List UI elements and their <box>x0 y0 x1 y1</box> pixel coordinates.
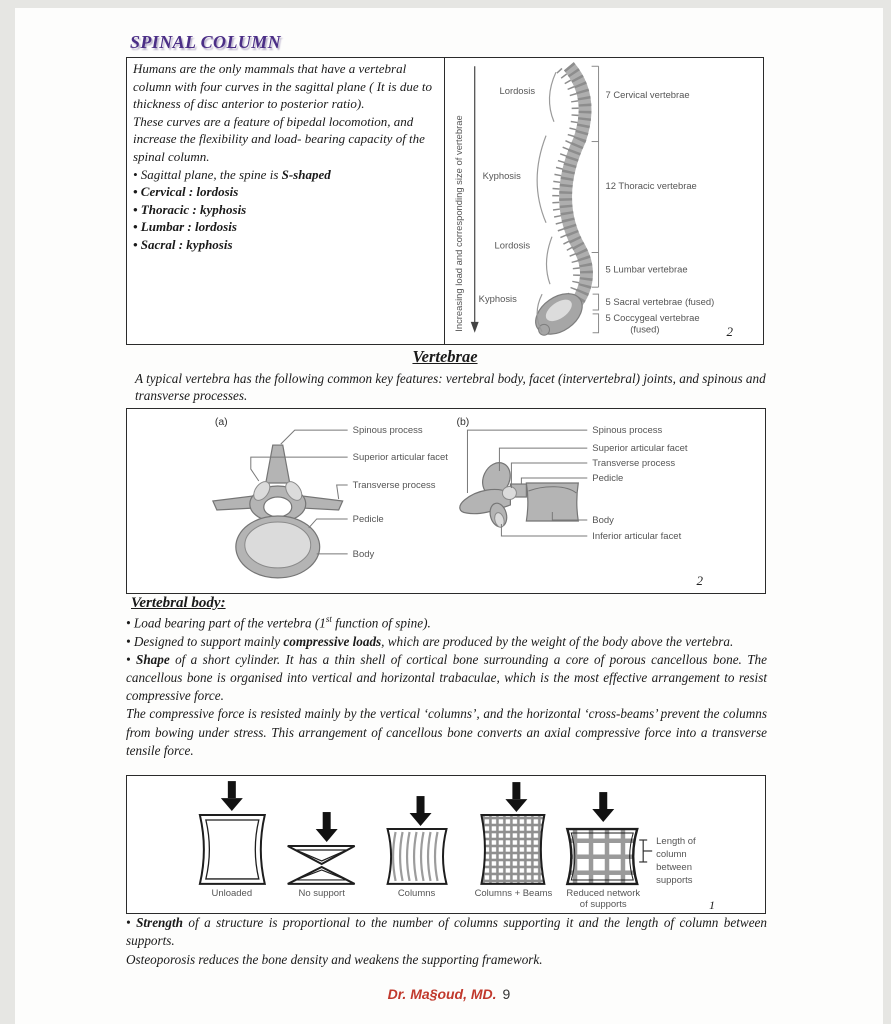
bullet-cervical: • Cervical : lordosis <box>133 184 239 200</box>
intro-paragraph-1: Humans are the only mammals that have a vertebral column with four curves in the sagittal plane ( It is due to thickness of disc anterior to posterior ratio). <box>133 61 432 112</box>
intro-text-panel <box>127 58 445 344</box>
caption-no-support: No support <box>298 887 345 899</box>
spine-figure <box>445 58 762 342</box>
shape-columns <box>388 829 447 884</box>
caption-unloaded: Unloaded <box>211 887 253 899</box>
spine-figure-panel <box>445 58 763 344</box>
vb-bullet-shape: • Shape of a short cylinder. It has a thin shell of cortical bone surrounding a core of porous cancellous bone. The cancellous bone is organised into vertical and horizontal trabaculae, which is the most effective arrangement to resist compressive force. <box>126 651 767 704</box>
a-label-superior-articular-facet: Superior articular facet <box>352 452 448 464</box>
curve-label-kyphosis-1: Kyphosis <box>482 170 521 182</box>
caption-columns: Columns <box>397 887 436 899</box>
superscript-st: st <box>325 614 332 624</box>
label-thoracic: 12 Thoracic vertebrae <box>605 180 697 192</box>
columns-figure-box <box>126 775 766 914</box>
spine-drawing <box>528 66 590 342</box>
caption-reduced-network: Reduced network <box>566 887 641 899</box>
length-bracket-icon <box>639 840 652 862</box>
document-page <box>15 8 883 1024</box>
vertebral-body-text <box>126 610 767 760</box>
load-arrow-icon <box>592 792 614 822</box>
vertebra-diagrams-box <box>126 408 766 594</box>
label-coccygeal-fused: (fused) <box>630 323 660 335</box>
strength-bullet: • Strength of a structure is proportional to the number of columns supporting it and the length of column between supports. <box>126 915 767 949</box>
vertebrae-paragraph: A typical vertebra has the following common key features: vertebral body, facet (intervertebral) joints, and spinous and transverse processes. <box>135 371 766 403</box>
vertebrae-heading: Vertebrae <box>412 347 478 366</box>
load-arrow-icon <box>410 796 432 826</box>
vb-paragraph-compressive-force: The compressive force is resisted mainly by the vertical ‘columns’, and the horizontal ‘cross-beams’ prevent the columns from bowing under stress. This arrangement of cancellous bone converts an axial compressive force into a transverse tensile force. <box>126 706 767 758</box>
vb-bullet-compressive: • Designed to support mainly compressive loads, which are produced by the weight of the body above the vertebra. <box>126 633 734 649</box>
columns-figure <box>127 776 762 910</box>
a-label-body: Body <box>352 548 375 560</box>
a-label-transverse-process: Transverse process <box>352 480 436 492</box>
vertebra-axial-drawing <box>213 445 343 578</box>
region-brackets <box>592 66 599 332</box>
bullet-sagittal: • Sagittal plane, the spine is S-shaped <box>133 166 331 182</box>
b-label-body: Body <box>592 514 614 526</box>
curve-label-lordosis-1: Lordosis <box>499 85 536 97</box>
shape-unloaded <box>200 815 265 884</box>
a-label-pedicle: Pedicle <box>352 513 384 525</box>
intro-paragraph-2: These curves are a feature of bipedal locomotion, and increase the flexibility and load- bearing capacity of the spinal column. <box>133 113 425 164</box>
load-axis-arrow-icon <box>471 66 479 332</box>
intro-spine-box <box>126 57 764 345</box>
label-coccygeal: 5 Coccygeal vertebrae <box>605 311 700 323</box>
bullet-sacral: • Sacral : kyphosis <box>133 236 233 252</box>
figure-page-number: 1 <box>709 898 715 912</box>
bracket-label-line3: between <box>656 861 692 873</box>
curve-bullet-list <box>133 183 437 253</box>
spine-axis-label: Increasing load and corresponding size of vertebrae <box>452 115 464 332</box>
label-cervical: 7 Cervical vertebrae <box>605 88 690 100</box>
bullet-thoracic: • Thoracic : kyphosis <box>133 201 247 217</box>
vertebral-body-heading: Vertebral body: <box>131 595 226 611</box>
figure-b-tag: (b) <box>456 417 470 429</box>
bracket-label-line4: supports <box>656 874 693 886</box>
closing-text <box>126 914 767 969</box>
b-label-transverse-process: Transverse process <box>592 458 676 470</box>
shape-reduced-network <box>567 829 637 884</box>
caption-columns-beams: Columns + Beams <box>474 887 553 899</box>
load-arrow-icon <box>316 812 338 842</box>
b-label-spinous-process: Spinous process <box>592 425 663 437</box>
shape-no-support <box>288 846 355 884</box>
bracket-label-line1: Length of <box>656 835 696 847</box>
load-arrow-icon <box>505 782 527 812</box>
label-lumbar: 5 Lumbar vertebrae <box>605 263 688 275</box>
vertebra-figure <box>127 409 762 590</box>
caption-of-supports: of supports <box>579 898 627 910</box>
vertebra-lateral-drawing <box>460 458 578 528</box>
page-title: SPINAL COLUMN <box>130 32 282 52</box>
b-label-superior-articular-facet: Superior articular facet <box>592 443 688 455</box>
vb-bullet-load-bearing: • Load bearing part of the vertebra (1st function of spine). <box>126 614 431 631</box>
osteoporosis-paragraph: Osteoporosis reduces the bone density and weakens the supporting framework. <box>126 951 543 967</box>
curvature-arcs <box>537 72 556 332</box>
figure-page-number: 2 <box>696 573 703 588</box>
load-arrow-icon <box>221 781 243 811</box>
b-label-inferior-articular-facet: Inferior articular facet <box>592 530 682 542</box>
page-footer <box>15 986 883 1002</box>
document-page-number: 9 <box>502 986 511 1002</box>
s-shaped-bold: S-shaped <box>281 166 331 182</box>
figure-page-number: 2 <box>726 324 733 339</box>
bullet-lumbar: • Lumbar : lordosis <box>133 219 237 235</box>
figure-a-tag: (a) <box>214 417 228 429</box>
label-sacral: 5 Sacral vertebrae (fused) <box>605 296 715 308</box>
b-label-pedicle: Pedicle <box>592 473 624 485</box>
bracket-label-line2: column <box>656 848 687 860</box>
curve-label-kyphosis-2: Kyphosis <box>478 293 517 305</box>
curve-label-lordosis-2: Lordosis <box>494 239 531 251</box>
author-name: Dr. Ma§oud, MD. <box>387 986 497 1002</box>
shape-columns-beams <box>481 815 544 884</box>
a-label-spinous-process: Spinous process <box>352 425 423 437</box>
